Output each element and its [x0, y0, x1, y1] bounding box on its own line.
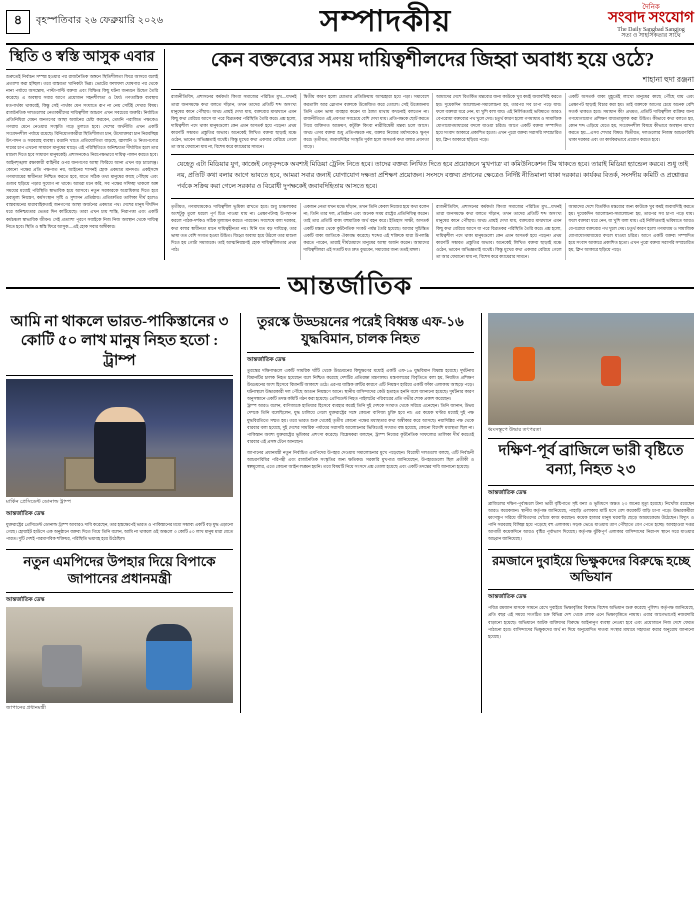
publication-date: বৃহস্পতিবার ২৬ ফেব্রুয়ারি ২০২৬	[36, 16, 164, 27]
trump-photo	[6, 379, 233, 497]
divider	[488, 485, 694, 486]
international-section-banner	[6, 266, 694, 309]
divider	[488, 549, 694, 550]
logo-english-label: The Daily Sangbad Sangjog	[617, 27, 685, 34]
spacer	[6, 542, 233, 546]
article-paragraph: একটি অসতর্ক বাক্য মুহূর্তেই লাখো মানুষের কাছে পৌঁছে যায় এবং প্রেক্ষাপট ছাড়াই বিচার করা হয়। তাই বক্তাকে আগের চেয়ে অনেক বেশি সতর্ক থাকতে হবে। সমাধান কী? প্রথমত, প্রতিটি দায়িত্বশীল ব্যক্তির জন্য গণযোগাযোগ প্রশিক্ষণ বাধ্যতামূলক করা উচিত। কীভাবে কথা বলতে হয়, কোন শব্দ এড়িয়ে যেতে হয়, সংবেদনশীল বিষয়ে কীভাবে অবস্থান ব্যাখ্যা করতে হয়—এসব শেখার বিষয়। দ্বিতীয়ত, দলগুলোর নিজস্ব আচরণবিধি থাকা দরকার এবং তা কার্যকরভাবে প্রয়োগ করতে হবে।	[568, 94, 694, 143]
divider	[6, 549, 233, 550]
divider	[6, 375, 233, 376]
main-article-body-top	[171, 93, 694, 150]
intl-column-1	[6, 313, 233, 712]
main-article	[171, 49, 694, 260]
japan-source: আন্তর্জাতিক ডেস্ক	[6, 596, 45, 603]
spacer	[488, 542, 694, 546]
intl-column-3	[481, 313, 694, 712]
japan-photo	[6, 607, 233, 703]
intl-column-2	[240, 313, 474, 712]
japan-body: জাপানের প্রধানমন্ত্রী নতুন নির্বাচিত এমপিদের উপহার দেওয়ায় সমালোচনার মুখে পড়েছেন। বিরোধী দলগুলো বলছে, এটি নির্বাচনী আচরণবিধির পরিপন্থী এবং রাজনৈতিক সংস্কৃতির জন্য ক্ষতিকর। সরকারি মুখপাত্র জানিয়েছেন, উপহারগুলো ছিল প্রতীকী ও স্বল্পমূল্যের, এতে কোনো আইন লঙ্ঘন হয়নি। তবে বিষয়টি নিয়ে সংসদে প্রশ্ন তোলা হয়েছে এবং একটি তদন্তের দাবি জানানো হয়েছে।	[247, 450, 474, 470]
brazil-body: ব্রাজিলের দক্ষিণ-পূর্বাঞ্চলে টানা ভারী বৃষ্টিপাতে সৃষ্ট বন্যা ও ভূমিধসে অন্তত ২৩ জনের মৃত্যু হয়েছে। নিখোঁজ রয়েছেন আরও কয়েকজন। স্থানীয় কর্তৃপক্ষ জানিয়েছে, পাহাড়ি এলাকায় মাটি ধসে বেশ কয়েকটি বাড়ি চাপা পড়ে। উদ্ধারকর্মীরা ধ্বংসস্তূপ সরিয়ে জীবিতদের খোঁজে কাজ করছেন। কয়েক হাজার মানুষ ঘরবাড়ি ছেড়ে আশ্রয়কেন্দ্রে উঠেছেন। বিদ্যুৎ ও পানি সরবরাহ বিচ্ছিন্ন হয়ে পড়েছে বহু এলাকায়। সড়ক ভেঙে যাওয়ায় ত্রাণ পৌঁছাতে বেগ পেতে হচ্ছে। আবহাওয়া দপ্তর আগামী কয়েকদিনে আরও বৃষ্টির পূর্বাভাস দিয়েছে। কর্তৃপক্ষ ঝুঁকিপূর্ণ এলাকার বাসিন্দাদের নিরাপদ স্থানে সরে যাওয়ার আহ্বান জানিয়েছে।	[488, 500, 694, 542]
editorial-headline: স্থিতি ও স্বস্তি আসুক এবার	[6, 49, 158, 70]
editorial-body: শুরুতেই নির্বাচন সম্পন্ন হওয়ার পর রাজনৈতিক অঙ্গনে স্থিতিশীলতা ফিরে আসবে বলেই প্রত্যাশা করা হচ্ছিল। তবে বাস্তবতা খানিকটা ভিন্ন। ভোটের ফলাফল ঘোষণার পর থেকে নানা পর্যায়ে অসন্তোষ, পাল্টাপাল্টি বক্তব্য এবং বিক্ষিপ্ত কিছু ঘটনা জনমনে উদ্বেগ তৈরি করেছে। এ অবস্থায় সবার আগে প্রয়োজন সহনশীলতা ও ধৈর্য। গণতান্ত্রিক ব্যবস্থায় মতপার্থক্য থাকবেই, কিন্তু সেই পার্থক্য যেন সংঘাতে রূপ না নেয় সেটিই দেখার বিষয়। রাজনৈতিক দলগুলোর নেতাকর্মীদের দায়িত্বশীল আচরণ এখন সবচেয়ে জরুরি। নির্বাচিত প্রতিনিধিরা যেমন জনগণের আস্থা অর্জনের চেষ্টা করবেন, তেমনি পরাজিত পক্ষকেও গণরায় মেনে নেওয়ার সংস্কৃতি গড়ে তুলতে হবে। দেশের অর্থনীতি এখন একটি সংবেদনশীল পর্যায়ে রয়েছে। বিনিয়োগকারীরা স্থিতিশীলতা চান, উদ্যোক্তারা চান নিরবচ্ছিন্ন উৎপাদন ও সরবরাহ ব্যবস্থা। রপ্তানি খাতে প্রতিযোগিতা বাড়ছে, জ্বালানি ও নিত্যপণ্যের দামের চাপ এখনো সাধারণ মানুষের ঘাড়ে। এই পরিস্থিতিতে অনিশ্চয়তা দীর্ঘায়িত হলে তার মাশুল দিতে হবে সাধারণ মানুষকেই। প্রশাসনকেও নিরপেক্ষভাবে দায়িত্ব পালন করতে হবে। আইনশৃঙ্খলা রক্ষাকারী বাহিনীর ওপর জনগণের আস্থা ফিরিয়ে আনা এখন বড় চ্যালেঞ্জ। কোনো পক্ষের প্রতি পক্ষপাত নয়, আইনের শাসনই হোক একমাত্র মানদণ্ড। একইসঙ্গে গণমাধ্যমের স্বাধীনতা নিশ্চিত করতে হবে, যাতে সঠিক তথ্য মানুষের কাছে পৌঁছায় এবং গুজব ছড়িয়ে পড়ার সুযোগ না থাকে। আমরা মনে করি, সব পক্ষের সদিচ্ছা থাকলে অল্প সময়ের মধ্যেই পরিস্থিতি স্বাভাবিক হয়ে আসবে। নতুন সরকারকে অগ্রাধিকার দিতে হবে দ্রব্যমূল্য নিয়ন্ত্রণ, কর্মসংস্থান সৃষ্টি ও সুশাসন প্রতিষ্ঠায়। প্রতিশ্রুতির তালিকা দীর্ঘ হলেও বাস্তবায়নের ধারাবাহিকতাই জনগণের আস্থা অর্জনের একমাত্র পথ। দেশের মানুষ দীর্ঘদিন ধরে অনিশ্চয়তার ভেতর দিন কাটিয়েছে। তারা এখন চায় শান্তি, নিরাপত্তা এবং একটি কর্মচঞ্চল স্বাভাবিক জীবন। সেই প্রত্যাশা পূরণে সবাইকে নিজ নিজ অবস্থান থেকে দায়িত্ব নিতে হবে। স্থিতি ও স্বস্তি ফিরে আসুক—এই হোক সবার অঙ্গীকার।	[6, 74, 158, 229]
turkey-headline: তুরস্কে উড্ডয়নের পরেই বিধ্বস্ত এফ-১৬ যুদ্ধবিমান, চালক নিহত	[257, 314, 464, 347]
international-grid	[6, 313, 694, 712]
masthead	[6, 4, 694, 45]
article-paragraph: রাজনীতিবিদ, প্রশাসনের কর্মকর্তা কিংবা সমাজের পরিচিত মুখ—যখনই তারা জনসমক্ষে কথা বলতে দাঁড়ান, তখন তাদের প্রতিটি শব্দ অসংখ্য মানুষের কানে পৌঁছায়। অথচ প্রায়ই দেখা যায়, বক্তব্যের মাঝখানে এমন কিছু কথা বেরিয়ে আসে যা পরে বিব্রতকর পরিস্থিতি তৈরি করে। প্রশ্ন হলো, দায়িত্বশীল পদে থাকা মানুষগুলো কেন এমন অসতর্ক হয়ে পড়েন? প্রথম কারণটি সম্ভবত প্রস্তুতির অভাব। অনেকেই লিখিত বক্তব্য ছাড়াই মঞ্চে ওঠেন, ভাবেন অভিজ্ঞতাই যথেষ্ট। কিন্তু মুখের কথা একবার বেরিয়ে গেলে তা আর ফেরানো যায় না, বিশেষ করে ক্যামেরার সামনে।	[171, 94, 297, 150]
brazil-headline: দক্ষিণ-পূর্ব ব্রাজিলে ভারী বৃষ্টিতে বন্যা, নিহত ২৩	[498, 443, 684, 479]
dubai-source: আন্তর্জাতিক ডেস্ক	[488, 594, 527, 601]
logo-top-label: দৈনিক	[642, 3, 660, 11]
brazil-photo-caption: ধ্বংসস্তূপে উদ্ধার তৎপরতা	[488, 427, 542, 434]
page-number: ৪	[6, 10, 30, 34]
trump-headline: আমি না থাকলে ভারত-পাকিস্তানের ৩ কোটি ৫০ লাখ মানুষ নিহত হতো : ট্রাম্প	[10, 314, 229, 369]
banner-rule-left	[6, 287, 280, 289]
brazil-rescue-photo	[488, 313, 694, 425]
turkey-source: আন্তর্জাতিক ডেস্ক	[247, 356, 286, 363]
brazil-source: আন্তর্জাতিক ডেস্ক	[488, 489, 527, 496]
divider	[6, 592, 233, 593]
dubai-body: পবিত্র রমজান মাসকে সামনে রেখে দুবাইয়ে ভিক্ষাবৃত্তির বিরুদ্ধে বিশেষ অভিযান শুরু করেছে পুলিশ। কর্তৃপক্ষ জানিয়েছে, প্রতি বছর এই সময়ে সংগঠিত চক্র বিভিন্ন দেশ থেকে লোক এনে ভিক্ষাবৃত্তিতে নামায়। এবার আগেভাগেই নজরদারি বাড়ানো হয়েছে। অভিযানে আটক ব্যক্তিদের বিরুদ্ধে আইনানুগ ব্যবস্থা নেওয়া হবে এবং প্রয়োজনে নিজ দেশে ফেরত পাঠানো হবে। বাসিন্দাদের ভিক্ষুকদের অর্থ না দিয়ে অনুমোদিত দাতব্য সংস্থার মাধ্যমে সহায়তা করার অনুরোধ জানানো হয়েছে।	[488, 605, 694, 639]
top-block	[6, 49, 694, 260]
section-title: সম্পাদকীয়	[320, 4, 452, 38]
main-article-byline: শাহানা হুদা রঞ্জনা	[171, 75, 694, 90]
editorial-column	[6, 49, 165, 260]
logo-main-label: সংবাদ সংযোগ	[608, 10, 694, 27]
trump-source: আন্তর্জাতিক ডেস্ক	[6, 510, 45, 517]
japan-photo-caption: জাপানের প্রধানমন্ত্রী	[6, 704, 46, 711]
japan-headline: নতুন এমপিদের উপহার দিয়ে বিপাকে জাপানের প্রধানমন্ত্রী	[23, 554, 216, 587]
masthead-left	[6, 10, 163, 34]
article-paragraph: একজন নেতা যখন মঞ্চে দাঁড়ান, তখন তিনি কেবল নিজের হয়ে কথা বলেন না; তিনি তার দল, প্রতিষ্ঠান এবং অনেক সময় রাষ্ট্রের প্রতিনিধিত্ব করেন। তাই তার প্রতিটি বাক্য বহুমাত্রিক অর্থ বহন করে। ইতিহাস সাক্ষী, অসতর্ক একটি মন্তব্য থেকে কূটনৈতিক সংকট পর্যন্ত তৈরি হয়েছে। আবার সুচিন্তিত একটি বাক্য জাতিকে ঐক্যবদ্ধ করেছে। শব্দের এই শক্তিকে যারা উপলব্ধি করতে পারেন, তারাই দীর্ঘমেয়াদে মানুষের আস্থা অর্জন করেন। আমাদের দায়িত্বশীলরা এই সত্যটি যত দ্রুত বুঝবেন, সমাজের জন্য ততই মঙ্গল।	[303, 204, 430, 252]
pull-quote: যেহেতু এটা মিডিয়ার যুগ, কাজেই নেতৃবৃন্দকে অবশ্যই মিডিয়া ট্রেনিং নিতে হবে। তাদের বক্তব্য লিখিত দিতে হবে প্রয়োজনে 'মুখপাত্র' বা কমিউনিকেশন টিম থাকতে হবে। তারাই মিডিয়া হ্যান্ডেল করবে। শুধু তাই নয়, প্রতিটি কথা বলার আগে ভাবতে হবে, আমরা সবার জন্যই যোগাযোগ দক্ষতা প্রশিক্ষণ প্রয়োজন। সংসদে বক্তব্য প্রদানের ক্ষেত্রেও নির্দিষ্ট নীতিমালা থাকা দরকার। কার্যকর বিতর্ক, সংসদীয় কমিটি ও প্রশ্নোত্তর পর্বকে সক্রিয় করা গেলে সরকার ও বিরোধী দুপক্ষকেই জবাবদিহিতায় আসতে হবে।	[171, 154, 694, 199]
trump-body-continued: ট্রাম্প আরও বলেন, বাণিজ্যকে হাতিয়ার হিসেবে ব্যবহার করেই তিনি দুই দেশকে সংঘাত থেকে সরিয়ে এনেছেন। তিনি জানান, উভয় দেশকে তিনি বলেছিলেন, যুদ্ধ চালিয়ে গেলে যুক্তরাষ্ট্রের সঙ্গে কোনো বাণিজ্য চুক্তি হবে না। এর কয়েক ঘণ্টার মধ্যেই দুই পক্ষ যুদ্ধবিরতিতে সম্মত হয়। তবে ভারত শুরু থেকেই তৃতীয় কোনো পক্ষের মধ্যস্থতার কথা অস্বীকার করে আসছে। নয়াদিল্লির পক্ষ থেকে বারবার বলা হয়েছে, দুই দেশের সামরিক পর্যায়ের সরাসরি আলোচনার ভিত্তিতেই সংঘাত বন্ধ হয়েছে, কোনো বিদেশি মধ্যস্থতা ছিল না। পাকিস্তান অবশ্য যুক্তরাষ্ট্রের ভূমিকার প্রশংসা করেছে। বিশ্লেষকরা বলছেন, ট্রাম্প নিজের কূটনৈতিক সাফল্যের তালিকা দীর্ঘ করতেই বারবার এই প্রসঙ্গ টেনে আনছেন।	[247, 403, 474, 444]
trump-photo-caption: মার্কিন প্রেসিডেন্ট ডোনাল্ড ট্রাম্প	[6, 498, 72, 505]
dubai-headline: রমজানে দুবাইয়ে ভিক্ষুকদের বিরুদ্ধে হচ্ছে অভিযান	[492, 554, 690, 585]
divider	[488, 589, 694, 590]
turkey-body: তুরস্কের দক্ষিণাঞ্চলে একটি সামরিক ঘাঁটি থেকে উড্ডয়নের কিছুক্ষণের মধ্যেই একটি এফ-১৬ যুদ্ধবিমান বিধ্বস্ত হয়েছে। দুর্ঘটনায় বিমানটির চালক নিহত হয়েছেন বলে নিশ্চিত করেছে দেশটির প্রতিরক্ষা মন্ত্রণালয়। মন্ত্রণালয়ের বিবৃতিতে বলা হয়, নিয়মিত প্রশিক্ষণ উড্ডয়নের অংশ হিসেবে বিমানটি আকাশে ওঠে। এরপর যান্ত্রিক ত্রুটির কারণে এটি নিয়ন্ত্রণ হারিয়ে একটি ফাঁকা এলাকায় আছড়ে পড়ে। ঘটনাস্থলে উদ্ধারকারী দল পৌঁছে আগুন নিয়ন্ত্রণে আনে। স্থানীয় বাসিন্দাদের কেউ হতাহত হননি বলে জানানো হয়েছে। দুর্ঘটনার কারণ অনুসন্ধানে একটি তদন্ত কমিটি গঠন করা হয়েছে। প্রেসিডেন্ট নিহত পাইলটের পরিবারের প্রতি গভীর শোক প্রকাশ করেছেন।	[247, 367, 474, 402]
article-paragraph: তৃতীয়ত, গণমাধ্যমকেও দায়িত্বশীল ভূমিকা রাখতে হবে। শুধু চাঞ্চল্যকর অংশটুকু তুলে ধরলে পূর্ণ চিত্র পাওয়া যায় না। প্রেক্ষাপটসহ উপস্থাপন করলে পাঠক-দর্শকও সঠিক মূল্যায়ন করতে পারবেন। সবশেষে বলা দরকার, কথা বলার স্বাধীনতা মানে দায়িত্বহীনতা নয়। যিনি যত বড় দায়িত্বে, তার ভাষা তত বেশি সংযত হওয়া উচিত। জিহ্বা অবাধ্য হয়ে উঠলে তার মাশুল দিতে হয় গোটা সমাজকে। তাই আত্মনিয়ন্ত্রণই হোক দায়িত্বশীলতার প্রথম পাঠ।	[171, 204, 297, 252]
logo-tagline: সত্য ও সাহসিকতার সাথে	[621, 33, 681, 40]
banner-rule-right	[420, 287, 694, 289]
main-article-body-bottom	[171, 203, 694, 260]
banner-label: আন্তর্জাতিক	[287, 273, 413, 301]
article-paragraph: আমাদের দেশে বিতর্কিত মন্তব্যের জন্য কাউকে খুব কমই জবাবদিহি করতে হয়। দুয়েকদিন আলোচনা-সমালোচনা হয়, তারপর সব চাপা পড়ে যায়। ফলে বক্তারা ধরে নেন, যা খুশি বলা যায়। এই নির্লিপ্ততাই ভবিষ্যতে আরও বেপরোয়া বক্তব্যের পথ খুলে দেয়। চতুর্থ কারণ হলো গণমাধ্যম ও সামাজিক যোগাযোগমাধ্যমের বদলে যাওয়া চরিত্র। আগে একটি বক্তব্য সম্পাদিত হয়ে সংবাদ আকারে প্রকাশিত হতো। এখন পুরো বক্তব্য সরাসরি সম্প্রচারিত হয়, ক্লিপ আকারে ছড়িয়ে পড়ে।	[568, 204, 694, 252]
article-paragraph: আমাদের দেশে বিতর্কিত মন্তব্যের জন্য কাউকে খুব কমই জবাবদিহি করতে হয়। দুয়েকদিন আলোচনা-সমালোচনা হয়, তারপর সব চাপা পড়ে যায়। ফলে বক্তারা ধরে নেন, যা খুশি বলা যায়। এই নির্লিপ্ততাই ভবিষ্যতে আরও বেপরোয়া বক্তব্যের পথ খুলে দেয়। চতুর্থ কারণ হলো গণমাধ্যম ও সামাজিক যোগাযোগমাধ্যমের বদলে যাওয়া চরিত্র। আগে একটি বক্তব্য সম্পাদিত হয়ে সংবাদ আকারে প্রকাশিত হতো। এখন পুরো বক্তব্য সরাসরি সম্প্রচারিত হয়, ক্লিপ আকারে ছড়িয়ে পড়ে।	[436, 94, 562, 143]
masthead-logo	[608, 4, 694, 40]
article-paragraph: দ্বিতীয় কারণ হলো শ্রোতার প্রতিক্রিয়ায় আত্মহারা হয়ে পড়া। সমাবেশে করতালি আর স্লোগান বক্তাকে উত্তেজিত করে তোলে। সেই উত্তেজনায় তিনি এমন ভাষা ব্যবহার করেন যা ঠান্ডা মাথায় কখনোই বলতেন না। রাজনীতিতে এই প্রবণতা সবচেয়ে বেশি দেখা যায়। প্রতিপক্ষকে ছোট করতে গিয়ে ব্যক্তিগত আক্রমণ, কটূক্তি কিংবা নারীবিদ্বেষী মন্তব্য চলে আসে। অথচ এসব বক্তব্য শুধু প্রতিপক্ষকে নয়, বক্তার নিজের মর্যাদাকেও ক্ষুণ্ন করে। তৃতীয়ত, জবাবদিহির সংস্কৃতি দুর্বল হলে অসতর্ক কথা বলার প্রবণতা বাড়ে।	[303, 94, 430, 150]
trump-body: যুক্তরাষ্ট্রের প্রেসিডেন্ট ডোনাল্ড ট্রাম্প আবারও দাবি করেছেন, তার হস্তক্ষেপেই ভারত ও পাকিস্তানের মধ্যে সম্ভাব্য একটি বড় যুদ্ধ এড়ানো গেছে। হোয়াইট হাউসে এক অনুষ্ঠানে বক্তব্য দিতে গিয়ে তিনি বলেন, আমি না থাকলে ওই অঞ্চলে ৩ কোটি ৫০ লাখ মানুষ মারা যেতে পারত। দুটি দেশই পারমাণবিক শক্তিধর, পরিস্থিতি ভয়াবহ হয়ে উঠেছিল।	[6, 521, 233, 541]
divider	[488, 438, 694, 439]
main-article-headline: কেন বক্তব্যের সময় দায়িত্বশীলদের জিহ্বা অবাধ্য হয়ে ওঠে?	[210, 49, 655, 71]
article-paragraph: রাজনীতিবিদ, প্রশাসনের কর্মকর্তা কিংবা সমাজের পরিচিত মুখ—যখনই তারা জনসমক্ষে কথা বলতে দাঁড়ান, তখন তাদের প্রতিটি শব্দ অসংখ্য মানুষের কানে পৌঁছায়। অথচ প্রায়ই দেখা যায়, বক্তব্যের মাঝখানে এমন কিছু কথা বেরিয়ে আসে যা পরে বিব্রতকর পরিস্থিতি তৈরি করে। প্রশ্ন হলো, দায়িত্বশীল পদে থাকা মানুষগুলো কেন এমন অসতর্ক হয়ে পড়েন? প্রথম কারণটি সম্ভবত প্রস্তুতির অভাব। অনেকেই লিখিত বক্তব্য ছাড়াই মঞ্চে ওঠেন, ভাবেন অভিজ্ঞতাই যথেষ্ট। কিন্তু মুখের কথা একবার বেরিয়ে গেলে তা আর ফেরানো যায় না, বিশেষ করে ক্যামেরার সামনে।	[436, 204, 562, 260]
divider	[247, 352, 474, 353]
